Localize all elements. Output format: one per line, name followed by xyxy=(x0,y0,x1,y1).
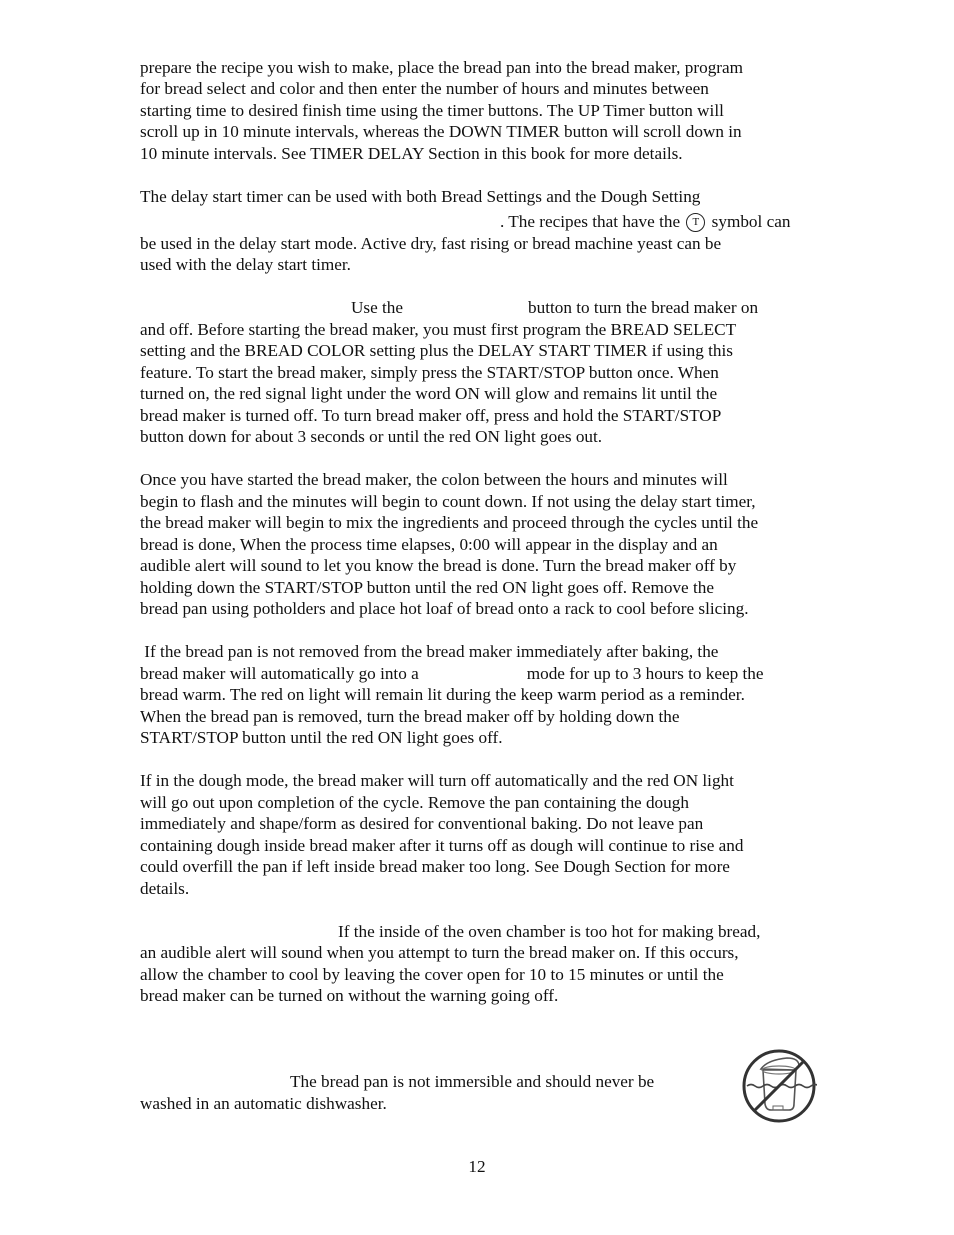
text-line: Once you have started the bread maker, the colon between the hours and minutes will xyxy=(140,470,728,489)
text-line: bread pan using potholders and place hot loaf of bread onto a rack to cool before slicing. xyxy=(140,599,749,618)
text-line: starting time to desired finish time using the timer buttons. The UP Timer button will xyxy=(140,101,724,120)
text-line: washed in an automatic dishwasher. xyxy=(140,1094,387,1113)
text-line: begin to flash and the minutes will begin to count down. If not using the delay start timer, xyxy=(140,492,756,511)
text-line: When the bread pan is removed, turn the bread maker off by holding down the xyxy=(140,707,680,726)
text-line: an audible alert will sound when you attempt to turn the bread maker on. If this occurs, xyxy=(140,943,739,962)
text-line: audible alert will sound to let you know the bread is done. Turn the bread maker off by xyxy=(140,556,737,575)
text-fragment: button to turn the bread maker on xyxy=(528,298,759,317)
text-line xyxy=(140,663,764,685)
timer-symbol-icon: T xyxy=(686,213,705,232)
text-line: details. xyxy=(140,879,190,898)
text-line: bread maker is turned off. To turn bread maker off, press and hold the START/STOP xyxy=(140,406,722,425)
text-line: 10 minute intervals. See TIMER DELAY Section in this book for more details. xyxy=(140,144,683,163)
text-line: If the bread pan is not removed from the bread maker immediately after baking, the xyxy=(140,642,719,661)
text-line: bread maker can be turned on without the warning going off. xyxy=(140,986,559,1005)
text-line: prepare the recipe you wish to make, place the bread pan into the bread maker, program xyxy=(140,58,744,77)
text-line: used with the delay start timer. xyxy=(140,255,351,274)
text-line: START/STOP button until the red ON light goes off. xyxy=(140,728,503,747)
text-fragment: Use the xyxy=(351,298,404,317)
text-fragment: If the inside of the oven chamber is too hot for making bread, xyxy=(338,922,761,941)
text-line: immediately and shape/form as desired for conventional baking. Do not leave pan xyxy=(140,814,704,833)
text-line: be used in the delay start mode. Active dry, fast rising or bread machine yeast can be xyxy=(140,234,722,253)
text-fragment: The bread pan is not immersible and should never be xyxy=(290,1072,655,1091)
text-line: the bread maker will begin to mix the ingredients and proceed through the cycles until the xyxy=(140,513,759,532)
text-line: turned on, the red signal light under the word ON will glow and remains lit until the xyxy=(140,384,718,403)
text-line: and off. Before starting the bread maker, you must first program the BREAD SELECT xyxy=(140,320,737,339)
text-line xyxy=(140,1071,654,1093)
text-fragment: bread maker will automatically go into a xyxy=(140,664,419,683)
text-line: feature. To start the bread maker, simply press the START/STOP button once. When xyxy=(140,363,719,382)
text-line: The delay start timer can be used with both Bread Settings and the Dough Setting xyxy=(140,187,701,206)
text-line: scroll up in 10 minute intervals, whereas the DOWN TIMER button will scroll down in xyxy=(140,122,742,141)
text-line xyxy=(140,921,760,943)
text-line: allow the chamber to cool by leaving the cover open for 10 to 15 minutes or until the xyxy=(140,965,724,984)
text-line: button down for about 3 seconds or until the red ON light goes out. xyxy=(140,427,603,446)
text-line: bread is done, When the process time elapses, 0:00 will appear in the display and an xyxy=(140,535,718,554)
text-line: setting and the BREAD COLOR setting plus the DELAY START TIMER if using this xyxy=(140,341,733,360)
text-line xyxy=(140,211,790,233)
text-line: will go out upon completion of the cycle. Remove the pan containing the dough xyxy=(140,793,689,812)
text-fragment: mode for up to 3 hours to keep the xyxy=(526,664,764,683)
text-line: for bread select and color and then enter the number of hours and minutes between xyxy=(140,79,709,98)
no-immerse-icon xyxy=(741,1048,817,1124)
text-line xyxy=(140,297,758,319)
page-number: 12 xyxy=(468,1157,486,1176)
text-line: containing dough inside bread maker after it turns off as dough will continue to rise and xyxy=(140,836,744,855)
text-line: could overfill the pan if left inside bread maker too long. See Dough Section for more xyxy=(140,857,730,876)
text-fragment: symbol can xyxy=(711,212,791,231)
text-line: If in the dough mode, the bread maker will turn off automatically and the red ON light xyxy=(140,771,734,790)
text-line: bread warm. The red on light will remain lit during the keep warm period as a reminder. xyxy=(140,685,745,704)
text-fragment: . The recipes that have the xyxy=(500,212,681,231)
text-line: holding down the START/STOP button until the red ON light goes off. Remove the xyxy=(140,578,714,597)
